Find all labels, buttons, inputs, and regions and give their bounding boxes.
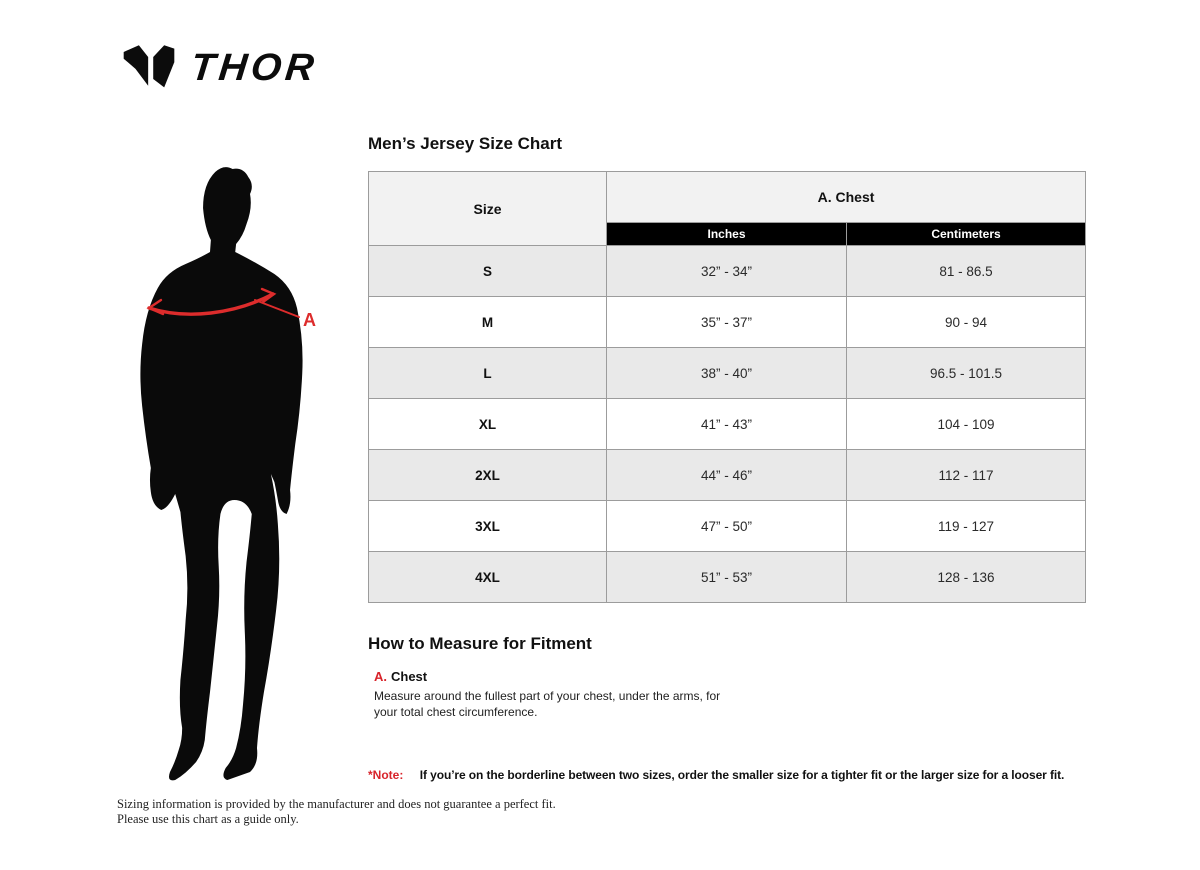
centimeters-cell: 90 - 94 [847, 297, 1086, 348]
content-column [368, 0, 1085, 870]
inches-cell: 35” - 37” [607, 297, 847, 348]
male-silhouette [140, 167, 302, 780]
table-row [369, 552, 1086, 603]
table-row [369, 246, 1086, 297]
size-chart-table [368, 171, 1086, 603]
size-cell: L [369, 348, 607, 399]
unit-header-centimeters: Centimeters [847, 223, 1086, 246]
size-cell: 2XL [369, 450, 607, 501]
inches-cell: 38” - 40” [607, 348, 847, 399]
centimeters-cell: 112 - 117 [847, 450, 1086, 501]
page-title: Men’s Jersey Size Chart [368, 134, 563, 153]
sizing-note [368, 766, 1064, 784]
centimeters-cell: 81 - 86.5 [847, 246, 1086, 297]
column-header-chest: A. Chest [607, 172, 1086, 223]
inches-cell: 41” - 43” [607, 399, 847, 450]
inches-cell: 44” - 46” [607, 450, 847, 501]
measure-description: Measure around the fullest part of your chest, under the arms, for your total chest circumference. [374, 689, 721, 720]
measure-item-chest [374, 669, 734, 720]
size-cell: S [369, 246, 607, 297]
centimeters-cell: 128 - 136 [847, 552, 1086, 603]
chest-callout-label: A [303, 310, 316, 330]
measure-item-heading [374, 669, 734, 684]
note-prefix: *Note: [368, 768, 404, 782]
table-row [369, 450, 1086, 501]
column-header-size: Size [369, 172, 607, 246]
inches-cell: 47” - 50” [607, 501, 847, 552]
unit-header-inches: Inches [607, 223, 847, 246]
footer-disclaimer [117, 797, 556, 828]
size-cell: 4XL [369, 552, 607, 603]
size-cell: M [369, 297, 607, 348]
inches-cell: 51” - 53” [607, 552, 847, 603]
table-header-row [369, 172, 1086, 223]
brand-name: THOR [188, 46, 320, 89]
centimeters-cell: 104 - 109 [847, 399, 1086, 450]
inches-cell: 32” - 34” [607, 246, 847, 297]
footer-line-2: Please use this chart as a guide only. [117, 812, 299, 827]
centimeters-cell: 96.5 - 101.5 [847, 348, 1086, 399]
table-row [369, 297, 1086, 348]
brand-logo [122, 42, 318, 94]
table-row [369, 399, 1086, 450]
male-silhouette-figure [123, 148, 363, 788]
table-row [369, 348, 1086, 399]
footer-line-1: Sizing information is provided by the manufacturer and does not guarantee a perfect fit. [117, 797, 556, 811]
size-cell: XL [369, 399, 607, 450]
measure-name: Chest [391, 669, 428, 684]
thor-wings-icon [122, 42, 176, 94]
measure-letter: A. [374, 669, 387, 684]
centimeters-cell: 119 - 127 [847, 501, 1086, 552]
table-row [369, 501, 1086, 552]
note-text: If you’re on the borderline between two sizes, order the smaller size for a tighter fit or the larger size for a looser fit. [419, 768, 1065, 782]
size-cell: 3XL [369, 501, 607, 552]
how-to-measure-title: How to Measure for Fitment [368, 634, 592, 653]
